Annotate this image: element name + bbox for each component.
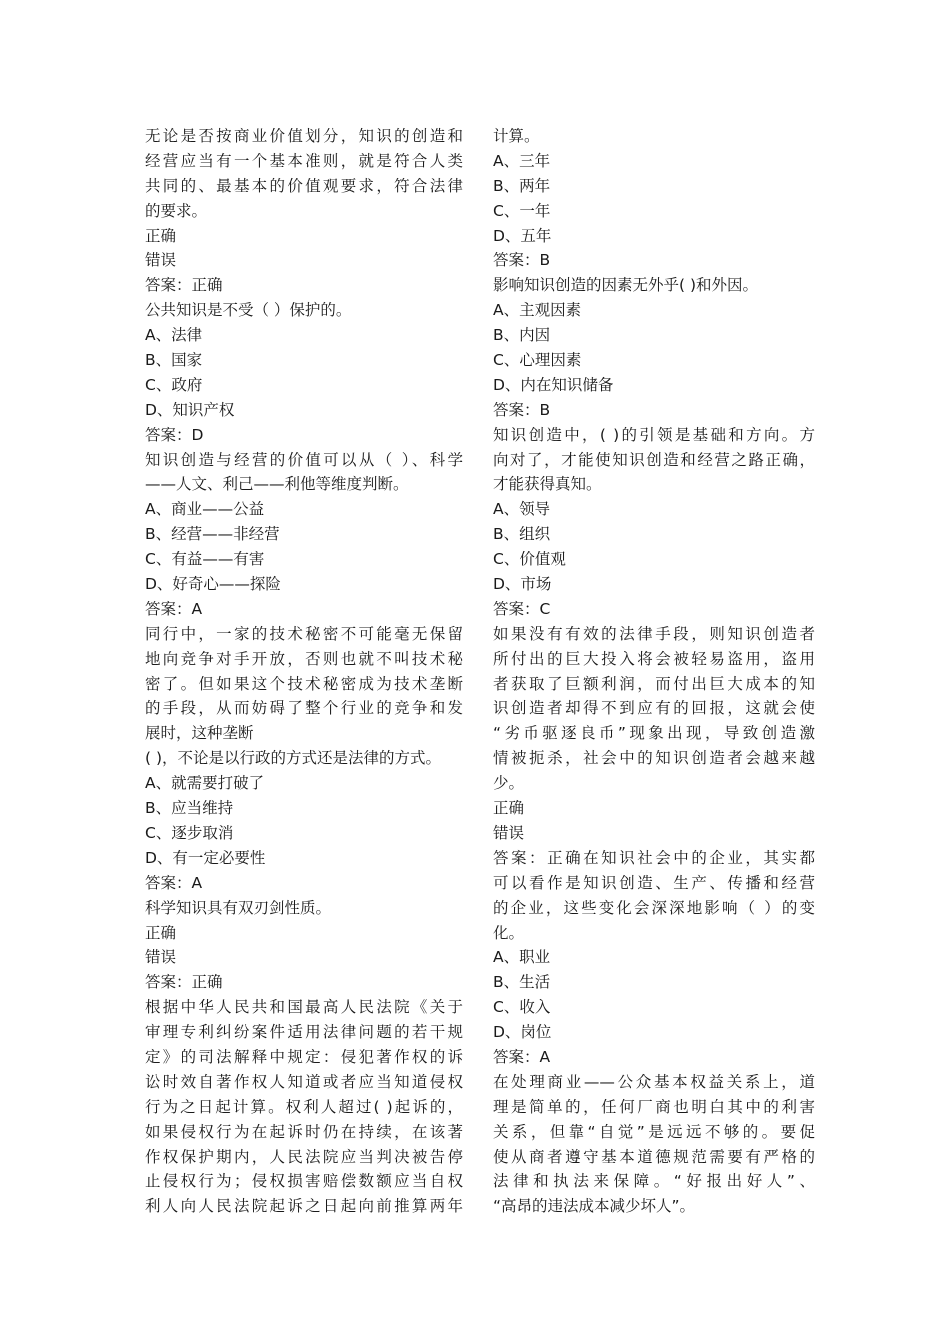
left-column-line: B、国家 xyxy=(145,351,203,370)
left-column-line: C、逐步取消 xyxy=(145,823,234,842)
left-column-line: 审理专利纠纷案件适用法律问题的若干规 xyxy=(145,1023,463,1042)
right-column-line: D、内在知识储备 xyxy=(493,375,614,394)
left-column-line: 的要求。 xyxy=(145,201,208,220)
right-column-line: D、岗位 xyxy=(493,1023,552,1042)
right-column-line: 在处理商业——公众基本权益关系上，道 xyxy=(493,1072,815,1091)
right-column-line: B、两年 xyxy=(493,176,551,195)
right-text-column xyxy=(493,124,815,1219)
left-column-line: 无论是否按商业价值划分，知识的创造和 xyxy=(145,127,463,145)
right-column-line: 计算。 xyxy=(493,127,540,145)
left-column-line: 讼时效自著作权人知道或者应当知道侵权 xyxy=(145,1072,463,1091)
right-column-line: 答案：C xyxy=(493,599,551,618)
right-column-line: 知识创造中，( )的引领是基础和方向。方 xyxy=(493,425,815,444)
right-column-line: 化。 xyxy=(493,923,525,942)
left-column-line: 经营应当有一个基本准则，就是符合人类 xyxy=(145,151,463,170)
right-column-line: 使从商者遵守基本道德规范需要有严格的 xyxy=(493,1147,815,1166)
right-column-line: 向对了，才能使知识创造和经营之路正确， xyxy=(493,450,815,469)
left-column-line: 正确 xyxy=(145,923,177,942)
right-column-line: 答案：正确在知识社会中的企业，其实都 xyxy=(493,848,815,867)
left-column-line: 知识创造与经营的价值可以从（ ）、科学 xyxy=(145,450,463,469)
right-column-line: 理是简单的，任何厂商也明白其中的利害 xyxy=(493,1097,815,1116)
right-column-line: D、市场 xyxy=(493,575,552,594)
left-column-line: 答案：A xyxy=(145,599,203,618)
left-column-line: 止侵权行为；侵权损害赔偿数额应当自权 xyxy=(145,1172,463,1191)
right-column-line: 答案：A xyxy=(493,1047,551,1066)
right-column-line: 所付出的巨大投入将会被轻易盗用，盗用 xyxy=(493,649,815,668)
right-column-line: 影响知识创造的因素无外乎( )和外因。 xyxy=(493,276,759,295)
right-column-line: “高昂的违法成本减少坏人”。 xyxy=(493,1197,696,1216)
left-column-line: B、应当维持 xyxy=(145,799,234,818)
right-column-line: C、价值观 xyxy=(493,550,566,569)
left-column-line: D、有一定必要性 xyxy=(145,848,266,867)
left-column-line: 根据中华人民共和国最高人民法院《关于 xyxy=(145,998,463,1017)
left-column-line: 错误 xyxy=(145,251,177,270)
right-column-line: A、三年 xyxy=(493,151,551,170)
right-column-line: A、主观因素 xyxy=(493,301,582,320)
right-column-line: 错误 xyxy=(493,823,525,842)
right-column-line: A、职业 xyxy=(493,948,551,967)
right-column-line: 关系，但靠“自觉”是远远不够的。要促 xyxy=(493,1122,815,1141)
right-column-line: 识创造者却得不到应有的回报，这就会使 xyxy=(493,699,815,718)
right-column-line: C、心理因素 xyxy=(493,351,582,370)
right-column-line: 少。 xyxy=(493,774,525,793)
right-column-line: 答案：B xyxy=(493,400,551,419)
left-column-line: C、政府 xyxy=(145,375,203,394)
left-column-line: 行为之日起计算。权利人超过( )起诉的， xyxy=(145,1097,463,1116)
right-column-line: B、内因 xyxy=(493,326,551,345)
left-column-line: A、就需要打破了 xyxy=(145,774,265,793)
right-column-line: B、组织 xyxy=(493,525,551,544)
left-column-line: 定》的司法解释中规定：侵犯著作权的诉 xyxy=(145,1047,463,1066)
left-column-line: ——人文、利己——利他等维度判断。 xyxy=(145,475,409,494)
left-column-line: 正确 xyxy=(145,226,177,245)
right-column-line: 的企业，这些变化会深深地影响（ ）的变 xyxy=(493,898,815,917)
right-column-line: 如果没有有效的法律手段，则知识创造者 xyxy=(493,624,815,643)
left-column-line: 如果侵权行为在起诉时仍在持续，在该著 xyxy=(145,1122,463,1141)
left-column-line: C、有益——有害 xyxy=(145,550,265,569)
left-column-line: B、经营——非经营 xyxy=(145,525,280,544)
left-column-line: 答案：正确 xyxy=(145,973,223,992)
left-column-line: 同行中，一家的技术秘密不可能毫无保留 xyxy=(145,624,463,643)
right-column-line: 法律和执法来保障。“好报出好人”、 xyxy=(493,1172,815,1191)
left-column-line: A、法律 xyxy=(145,326,203,345)
left-column-line: 密了。但如果这个技术秘密成为技术垄断 xyxy=(145,674,463,693)
left-column-line: D、知识产权 xyxy=(145,400,235,419)
right-column-line: 者获取了巨额利润，而付出巨大成本的知 xyxy=(493,674,815,693)
left-column-line: 答案：A xyxy=(145,873,203,892)
left-column-line: 作权保护期内，人民法院应当判决被告停 xyxy=(145,1147,463,1166)
left-column-line: 答案：正确 xyxy=(145,276,223,295)
right-column-line: B、生活 xyxy=(493,973,551,992)
left-column-line: D、好奇心——探险 xyxy=(145,575,281,594)
left-column-line: 答案：D xyxy=(145,425,204,444)
left-column-line: 地向竞争对手开放，否则也就不叫技术秘 xyxy=(145,649,463,668)
left-column-line: 展时，这种垄断 xyxy=(145,724,254,743)
left-column-line: ( )，不论是以行政的方式还是法律的方式。 xyxy=(145,749,442,768)
left-column-line: 错误 xyxy=(145,948,177,967)
right-column-line: 可以看作是知识创造、生产、传播和经营 xyxy=(493,873,815,892)
right-column-line: 正确 xyxy=(493,799,525,818)
left-column-line: 科学知识具有双刃剑性质。 xyxy=(145,898,332,917)
left-column-line: 共同的、最基本的价值观要求，符合法律 xyxy=(145,176,463,195)
right-column-line: C、一年 xyxy=(493,201,551,220)
right-column-line: 情被扼杀，社会中的知识创造者会越来越 xyxy=(493,749,815,768)
left-text-column xyxy=(145,124,463,1219)
left-column-line: 利人向人民法院起诉之日起向前推算两年 xyxy=(145,1197,463,1216)
right-column-line: 答案：B xyxy=(493,251,551,270)
left-column-line: A、商业——公益 xyxy=(145,500,265,519)
left-column-line: 公共知识是不受（ ）保护的。 xyxy=(145,301,352,320)
right-column-line: C、收入 xyxy=(493,998,551,1017)
right-column-line: 才能获得真知。 xyxy=(493,475,602,494)
left-column-line: 的手段，从而妨碍了整个行业的竞争和发 xyxy=(145,699,463,718)
right-column-line: A、领导 xyxy=(493,500,551,519)
right-column-line: D、五年 xyxy=(493,226,552,245)
right-column-line: “劣币驱逐良币”现象出现，导致创造激 xyxy=(493,724,815,743)
